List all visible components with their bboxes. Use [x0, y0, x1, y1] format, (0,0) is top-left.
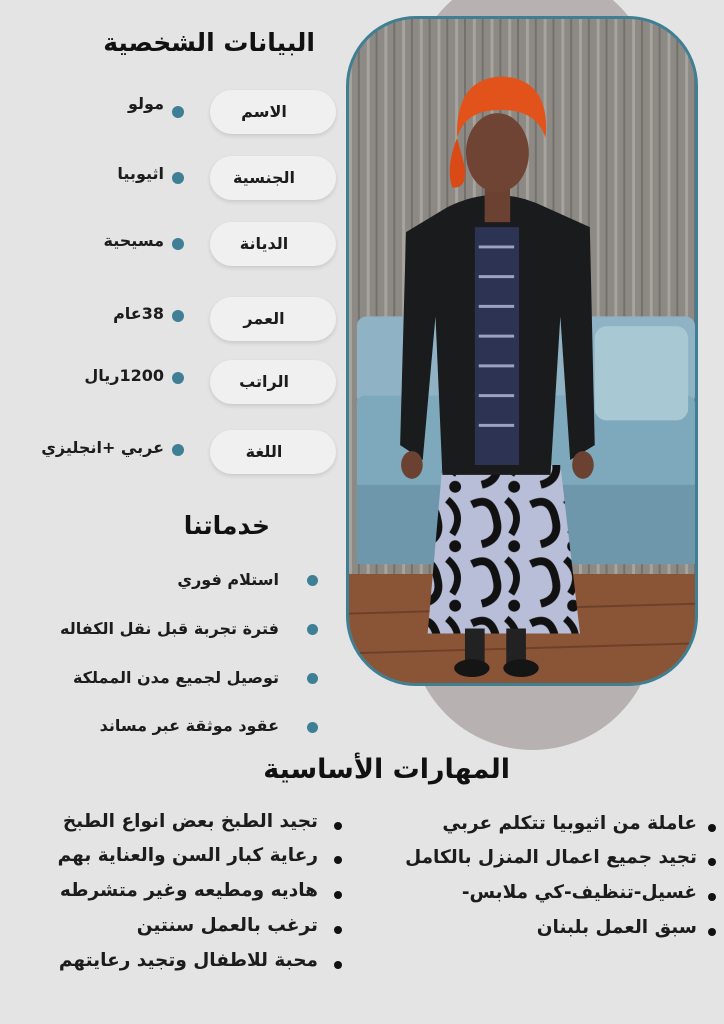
bullet-dot — [334, 926, 342, 934]
skill-item: هاديه ومطيعه وغير متشرطه — [59, 880, 318, 901]
skills-title: المهارات الأساسية — [263, 754, 510, 785]
bullet-dot — [172, 238, 184, 250]
label-name: الاسم — [210, 90, 336, 134]
service-item: عقود موثقة عبر مساند — [99, 716, 279, 735]
services-title: خدماتنا — [183, 511, 270, 540]
bullet-dot — [172, 444, 184, 456]
skill-item: ترغب بالعمل سنتين — [136, 915, 318, 936]
bullet-dot — [708, 928, 716, 936]
value-language: عربي +انجليزي — [41, 438, 164, 457]
skill-item: محبة للاطفال وتجيد رعايتهم — [58, 950, 318, 971]
bullet-dot — [708, 893, 716, 901]
skill-item: غسيل-تنظيف-كي ملابس- — [461, 882, 697, 903]
bullet-dot — [708, 824, 716, 832]
bullet-dot — [307, 624, 318, 635]
value-age: 38عام — [113, 304, 164, 323]
value-nationality: اثيوبيا — [117, 164, 164, 183]
skill-item: تجيد جميع اعمال المنزل بالكامل — [405, 847, 697, 868]
bullet-dot — [334, 891, 342, 899]
label-religion: الديانة — [210, 222, 336, 266]
bullet-dot — [307, 673, 318, 684]
bullet-dot — [172, 172, 184, 184]
worker-photo — [346, 16, 698, 686]
bullet-dot — [172, 106, 184, 118]
service-item: توصيل لجميع مدن المملكة — [72, 668, 279, 687]
service-item: استلام فوري — [177, 570, 279, 589]
label-age: العمر — [210, 297, 336, 341]
skill-item: عاملة من اثيوبيا تتكلم عربي — [442, 813, 697, 834]
value-salary: 1200ريال — [84, 366, 164, 385]
bullet-dot — [334, 856, 342, 864]
bullet-dot — [307, 722, 318, 733]
bullet-dot — [334, 822, 342, 830]
bullet-dot — [307, 575, 318, 586]
label-nationality: الجنسية — [210, 156, 336, 200]
service-item: فترة تجربة قبل نقل الكفاله — [59, 619, 279, 638]
bullet-dot — [172, 372, 184, 384]
bullet-dot — [708, 858, 716, 866]
value-religion: مسيحية — [103, 231, 164, 250]
bullet-dot — [334, 961, 342, 969]
skill-item: تجيد الطبخ بعض انواع الطبخ — [62, 811, 318, 832]
skill-item: رعاية كبار السن والعناية بهم — [57, 845, 318, 866]
personal-info-title: البيانات الشخصية — [103, 28, 315, 57]
bullet-dot — [172, 310, 184, 322]
skill-item: سبق العمل بلبنان — [536, 917, 697, 938]
value-name: مولو — [128, 94, 164, 113]
label-language: اللغة — [210, 430, 336, 474]
label-salary: الراتب — [210, 360, 336, 404]
